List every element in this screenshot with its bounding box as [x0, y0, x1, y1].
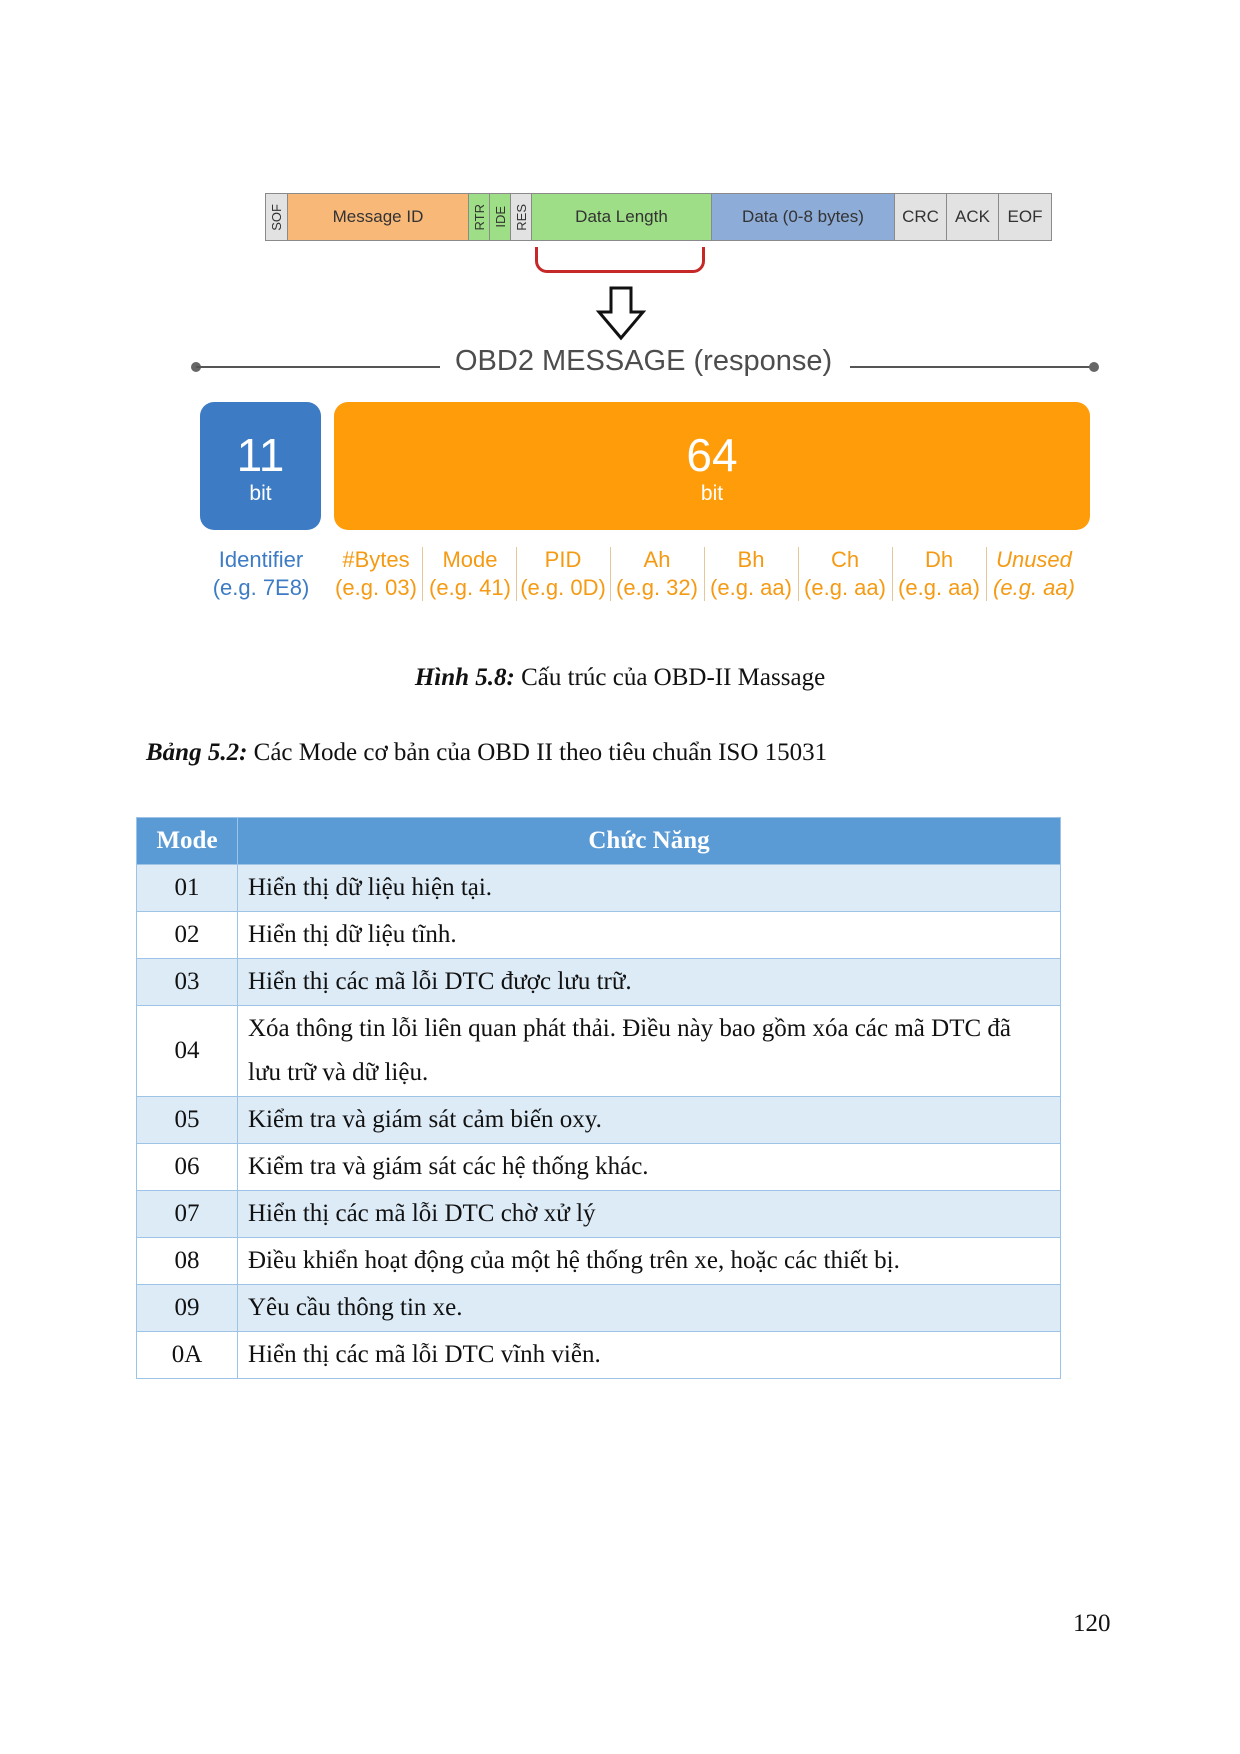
field-separator — [986, 547, 987, 601]
field-example: (e.g. aa) — [804, 575, 886, 600]
field-dh — [894, 546, 984, 602]
can-frame-bar — [265, 193, 1052, 241]
field-identifier — [204, 546, 318, 602]
frame-ack — [947, 194, 999, 240]
frame-data — [712, 194, 895, 240]
cell-mode: 01 — [137, 865, 238, 912]
identifier-bits-box — [200, 402, 321, 530]
frame-eof — [999, 194, 1051, 240]
cell-mode: 09 — [137, 1285, 238, 1332]
field-separator — [798, 547, 799, 601]
cell-function: Xóa thông tin lỗi liên quan phát thải. Điều này bao gồm xóa các mã DTC đã lưu trữ và dữ liệu. — [238, 1006, 1061, 1097]
table-row — [137, 959, 1061, 1006]
frame-data-length-label: Data Length — [575, 207, 668, 226]
identifier-bits-value: 11 — [236, 429, 285, 481]
table-row — [137, 1006, 1061, 1097]
obd-modes-table — [136, 817, 1061, 1379]
cell-function: Kiểm tra và giám sát cảm biến oxy. — [238, 1097, 1061, 1144]
field-name: Unused — [996, 547, 1072, 572]
header-function: Chức Năng — [238, 818, 1061, 865]
frame-eof-label: EOF — [1007, 207, 1043, 226]
field-separator — [892, 547, 893, 601]
field-example: (e.g. 0D) — [520, 575, 606, 600]
cell-mode: 02 — [137, 912, 238, 959]
field-name: Ah — [643, 547, 671, 572]
figure-caption — [0, 664, 1240, 692]
data-bits-box — [334, 402, 1090, 530]
table-row — [137, 1285, 1061, 1332]
table-row — [137, 1238, 1061, 1285]
field-name: Identifier — [218, 547, 304, 572]
frame-ide-label: IDE — [492, 206, 508, 228]
table-header-row — [137, 818, 1061, 865]
field-separator — [422, 547, 423, 601]
field-name: #Bytes — [342, 547, 410, 572]
cell-function: Kiểm tra và giám sát các hệ thống khác. — [238, 1144, 1061, 1191]
field-separator — [704, 547, 705, 601]
field-example: (e.g. 7E8) — [212, 575, 310, 600]
field-separator — [610, 547, 611, 601]
frame-sof — [266, 194, 288, 240]
field-bh — [706, 546, 796, 602]
frame-rtr-label: RTR — [471, 203, 487, 231]
frame-message-id-label: Message ID — [332, 207, 424, 226]
data-length-bracket — [535, 247, 705, 273]
field-mode — [425, 546, 515, 602]
field-example: (e.g. 03) — [335, 575, 417, 600]
field-name: Bh — [737, 547, 765, 572]
field-unused — [988, 546, 1080, 602]
frame-rtr — [469, 194, 490, 240]
cell-function: Hiển thị các mã lỗi DTC vĩnh viễn. — [238, 1332, 1061, 1379]
field-name: Mode — [442, 547, 498, 572]
frame-res — [511, 194, 532, 240]
field-ch — [800, 546, 890, 602]
cell-mode: 08 — [137, 1238, 238, 1285]
table-row — [137, 1332, 1061, 1379]
down-arrow-icon — [595, 286, 647, 342]
field-separator — [516, 547, 517, 601]
page-number: 120 — [1073, 1610, 1111, 1637]
field-ah — [612, 546, 702, 602]
frame-crc-label: CRC — [902, 207, 939, 226]
cell-mode: 05 — [137, 1097, 238, 1144]
cell-function: Hiển thị các mã lỗi DTC chờ xử lý — [238, 1191, 1061, 1238]
frame-res-label: RES — [513, 203, 529, 231]
field-pid — [518, 546, 608, 602]
table-caption-text: Các Mode cơ bản của OBD II theo tiêu chuẩn ISO 15031 — [247, 739, 828, 766]
field-example: (e.g. 32) — [616, 575, 698, 600]
cell-mode: 07 — [137, 1191, 238, 1238]
table-row — [137, 1144, 1061, 1191]
field-name: Ch — [830, 547, 860, 572]
table-caption — [146, 739, 827, 767]
frame-crc — [895, 194, 947, 240]
table-row — [137, 1097, 1061, 1144]
cell-mode: 04 — [137, 1006, 238, 1097]
field-example: (e.g. aa) — [993, 575, 1075, 600]
field-example: (e.g. aa) — [710, 575, 792, 600]
table-caption-label: Bảng 5.2: — [146, 739, 248, 766]
table-row — [137, 1191, 1061, 1238]
figure-caption-label: Hình 5.8: — [414, 664, 515, 691]
field-example: (e.g. 41) — [429, 575, 511, 600]
table-row — [137, 865, 1061, 912]
identifier-bits-unit: bit — [249, 482, 272, 505]
cell-mode: 06 — [137, 1144, 238, 1191]
cell-mode: 0A — [137, 1332, 238, 1379]
figure-caption-text: Cấu trúc của OBD-II Massage — [514, 664, 826, 691]
field-name: Dh — [924, 547, 954, 572]
cell-function: Yêu cầu thông tin xe. — [238, 1285, 1061, 1332]
header-mode: Mode — [137, 818, 238, 865]
frame-data-label: Data (0-8 bytes) — [742, 207, 864, 226]
field-name: PID — [544, 547, 582, 572]
table-row — [137, 912, 1061, 959]
frame-data-length — [532, 194, 712, 240]
frame-ide — [490, 194, 511, 240]
data-bits-unit: bit — [700, 482, 724, 505]
cell-function: Hiển thị các mã lỗi DTC được lưu trữ. — [238, 959, 1061, 1006]
obd-message-title: OBD2 MESSAGE (response) — [455, 345, 833, 377]
field-bytes — [333, 546, 419, 602]
data-bits-value: 64 — [686, 429, 738, 481]
cell-mode: 03 — [137, 959, 238, 1006]
cell-function: Điều khiển hoạt động của một hệ thống trên xe, hoặc các thiết bị. — [238, 1238, 1061, 1285]
field-example: (e.g. aa) — [898, 575, 980, 600]
frame-ack-label: ACK — [955, 207, 990, 226]
frame-sof-label: SOF — [269, 203, 284, 231]
cell-function: Hiển thị dữ liệu tĩnh. — [238, 912, 1061, 959]
cell-function: Hiển thị dữ liệu hiện tại. — [238, 865, 1061, 912]
frame-message-id — [288, 194, 469, 240]
